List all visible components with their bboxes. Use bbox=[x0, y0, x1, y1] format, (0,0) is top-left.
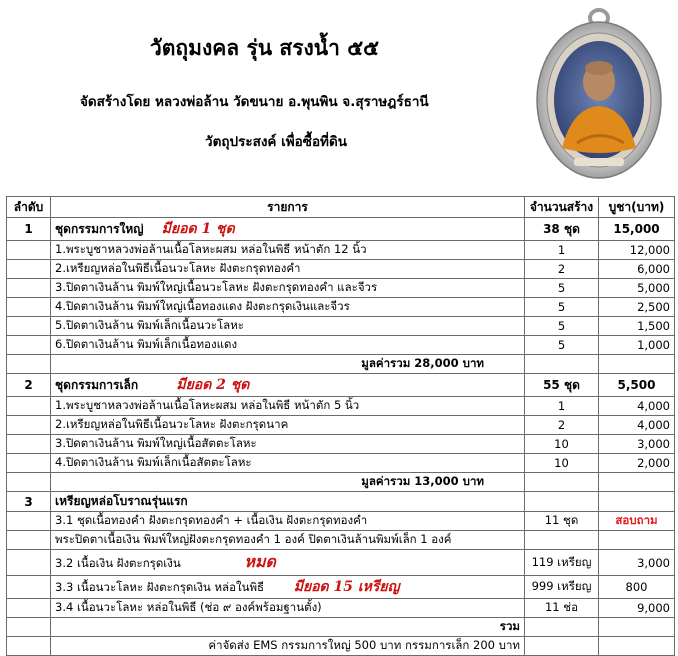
item-qty: 119 เหรียญ bbox=[525, 550, 599, 576]
item-name: 3.2 เนื้อเงิน ฝังตะกรุดเงิน bbox=[55, 556, 181, 570]
item-name: 3.3 เนื้อนวะโลหะ ฝังตะกรุดเงิน หล่อในพิธี bbox=[55, 580, 265, 594]
item-price: 4,000 bbox=[599, 416, 675, 435]
page-header bbox=[0, 0, 678, 190]
item-price: 3,000 bbox=[599, 550, 675, 576]
section-name-cell bbox=[51, 374, 525, 397]
items-table bbox=[6, 196, 675, 656]
subtotal-value: มูลค่ารวม 13,000 บาท bbox=[51, 473, 525, 492]
table-header-row bbox=[7, 197, 675, 218]
section-qty: 55 ชุด bbox=[525, 374, 599, 397]
ask-price-badge: สอบถาม bbox=[599, 512, 675, 531]
item-price: 5,000 bbox=[599, 279, 675, 298]
section-note: มียอด 2 ชุด bbox=[176, 377, 250, 393]
table-row bbox=[7, 550, 675, 576]
item-qty: 1 bbox=[525, 397, 599, 416]
table-row bbox=[7, 279, 675, 298]
section-row bbox=[7, 374, 675, 397]
section-row bbox=[7, 492, 675, 512]
item-name: 1.พระบูชาหลวงพ่อล้านเนื้อโลหะผสม หล่อในพิธี หน้าตัก 12 นิ้ว bbox=[51, 241, 525, 260]
table-row bbox=[7, 260, 675, 279]
table-row bbox=[7, 435, 675, 454]
item-price: 2,500 bbox=[599, 298, 675, 317]
item-name: 1.พระบูชาหลวงพ่อล้านเนื้อโลหะผสม หล่อในพิธี หน้าตัก 5 นิ้ว bbox=[51, 397, 525, 416]
table-row bbox=[7, 397, 675, 416]
item-qty: 5 bbox=[525, 298, 599, 317]
table-row bbox=[7, 336, 675, 355]
item-price: 3,000 bbox=[599, 435, 675, 454]
item-name: 5.ปิดตาเงินล้าน พิมพ์เล็กเนื้อนวะโลหะ bbox=[51, 317, 525, 336]
section-note: มียอด 1 ชุด bbox=[161, 221, 235, 237]
col-header-price: บูชา(บาท) bbox=[599, 197, 675, 218]
item-qty: 10 bbox=[525, 454, 599, 473]
item-name: 2.เหรียญหล่อในพิธีเนื้อนวะโลหะ ฝังตะกรุดทองคำ bbox=[51, 260, 525, 279]
section-name: เหรียญหล่อโบราณรุ่นแรก bbox=[51, 492, 525, 512]
item-qty: 11 ช่อ bbox=[525, 599, 599, 618]
section-price: 15,000 bbox=[599, 218, 675, 241]
section-no: 2 bbox=[7, 374, 51, 397]
col-header-qty: จำนวนสร้าง bbox=[525, 197, 599, 218]
item-name: 6.ปิดตาเงินล้าน พิมพ์เล็กเนื้อทองแดง bbox=[51, 336, 525, 355]
item-qty: 1 bbox=[525, 241, 599, 260]
creator-line: จัดสร้างโดย หลวงพ่อล้าน วัดขนาย อ.พุนพิน จ.สุราษฎร์ธานี bbox=[80, 94, 429, 110]
table-row bbox=[7, 576, 675, 599]
item-price: 6,000 bbox=[599, 260, 675, 279]
item-qty: 2 bbox=[525, 416, 599, 435]
section-qty: 38 ชุด bbox=[525, 218, 599, 241]
item-price: 12,000 bbox=[599, 241, 675, 260]
sum-label: รวม bbox=[51, 618, 525, 637]
item-qty: 11 ชุด bbox=[525, 512, 599, 531]
item-name-cell bbox=[51, 550, 525, 576]
section-note: มียอด 15 เหรียญ bbox=[293, 579, 400, 595]
table-row bbox=[7, 241, 675, 260]
item-name: 2.เหรียญหล่อในพิธีเนื้อนวะโลหะ ฝังตะกรุดนาค bbox=[51, 416, 525, 435]
section-name: ชุดกรรมการเล็ก bbox=[55, 378, 139, 392]
medal-image bbox=[532, 8, 666, 182]
section-no: 3 bbox=[7, 492, 51, 512]
item-name: 4.ปิดตาเงินล้าน พิมพ์เล็กเนื้อสัตตะโลหะ bbox=[51, 454, 525, 473]
item-price: 800 bbox=[599, 576, 675, 599]
table-row bbox=[7, 416, 675, 435]
item-name-cell bbox=[51, 576, 525, 599]
subtotal-row bbox=[7, 355, 675, 374]
section-row bbox=[7, 218, 675, 241]
item-price: 9,000 bbox=[599, 599, 675, 618]
table-row bbox=[7, 317, 675, 336]
section-price: 5,500 bbox=[599, 374, 675, 397]
shipping-row bbox=[7, 637, 675, 656]
col-header-item: รายการ bbox=[51, 197, 525, 218]
item-price: 2,000 bbox=[599, 454, 675, 473]
item-name: พระปิดตาเนื้อเงิน พิมพ์ใหญ่ฝังตะกรุดทองคำ 1 องค์ ปิดตาเงินล้านพิมพ์เล็ก 1 องค์ bbox=[51, 531, 525, 550]
page-title: วัตถุมงคล รุ่น สรงน้ำ ๕๕ bbox=[150, 36, 380, 60]
item-name: 3.ปิดตาเงินล้าน พิมพ์ใหญ่เนื้อสัตตะโลหะ bbox=[51, 435, 525, 454]
item-name: 3.1 ชุดเนื้อทองคำ ฝังตะกรุดทองคำ + เนื้อเงิน ฝังตะกรุดทองคำ bbox=[51, 512, 525, 531]
table-row bbox=[7, 454, 675, 473]
item-qty: 5 bbox=[525, 317, 599, 336]
table-row bbox=[7, 599, 675, 618]
purpose-line: วัตถุประสงค์ เพื่อซื้อที่ดิน bbox=[205, 134, 347, 150]
sold-out-note: หมด bbox=[244, 552, 276, 571]
table-row bbox=[7, 512, 675, 531]
item-qty: 5 bbox=[525, 336, 599, 355]
section-no: 1 bbox=[7, 218, 51, 241]
section-name-cell bbox=[51, 218, 525, 241]
sum-row bbox=[7, 618, 675, 637]
subtotal-row bbox=[7, 473, 675, 492]
col-header-no: ลำดับ bbox=[7, 197, 51, 218]
item-qty: 10 bbox=[525, 435, 599, 454]
item-name: 3.4 เนื้อนวะโลหะ หล่อในพิธี (ช่อ ๙ องค์พร้อมฐานตั้ง) bbox=[51, 599, 525, 618]
item-qty: 5 bbox=[525, 279, 599, 298]
item-qty: 2 bbox=[525, 260, 599, 279]
section-name: ชุดกรรมการใหญ่ bbox=[55, 222, 144, 236]
table-row bbox=[7, 531, 675, 550]
item-price: 1,000 bbox=[599, 336, 675, 355]
item-name: 3.ปิดตาเงินล้าน พิมพ์ใหญ่เนื้อนวะโลหะ ฝังตะกรุดทองคำ และจีวร bbox=[51, 279, 525, 298]
item-price: 4,000 bbox=[599, 397, 675, 416]
item-qty: 999 เหรียญ bbox=[525, 576, 599, 599]
subtotal-value: มูลค่ารวม 28,000 บาท bbox=[51, 355, 525, 374]
shipping-note: ค่าจัดส่ง EMS กรรมการใหญ่ 500 บาท กรรมการเล็ก 200 บาท bbox=[51, 637, 525, 656]
table-row bbox=[7, 298, 675, 317]
item-price: 1,500 bbox=[599, 317, 675, 336]
item-name: 4.ปิดตาเงินล้าน พิมพ์ใหญ่เนื้อทองแดง ฝังตะกรุดเงินและจีวร bbox=[51, 298, 525, 317]
